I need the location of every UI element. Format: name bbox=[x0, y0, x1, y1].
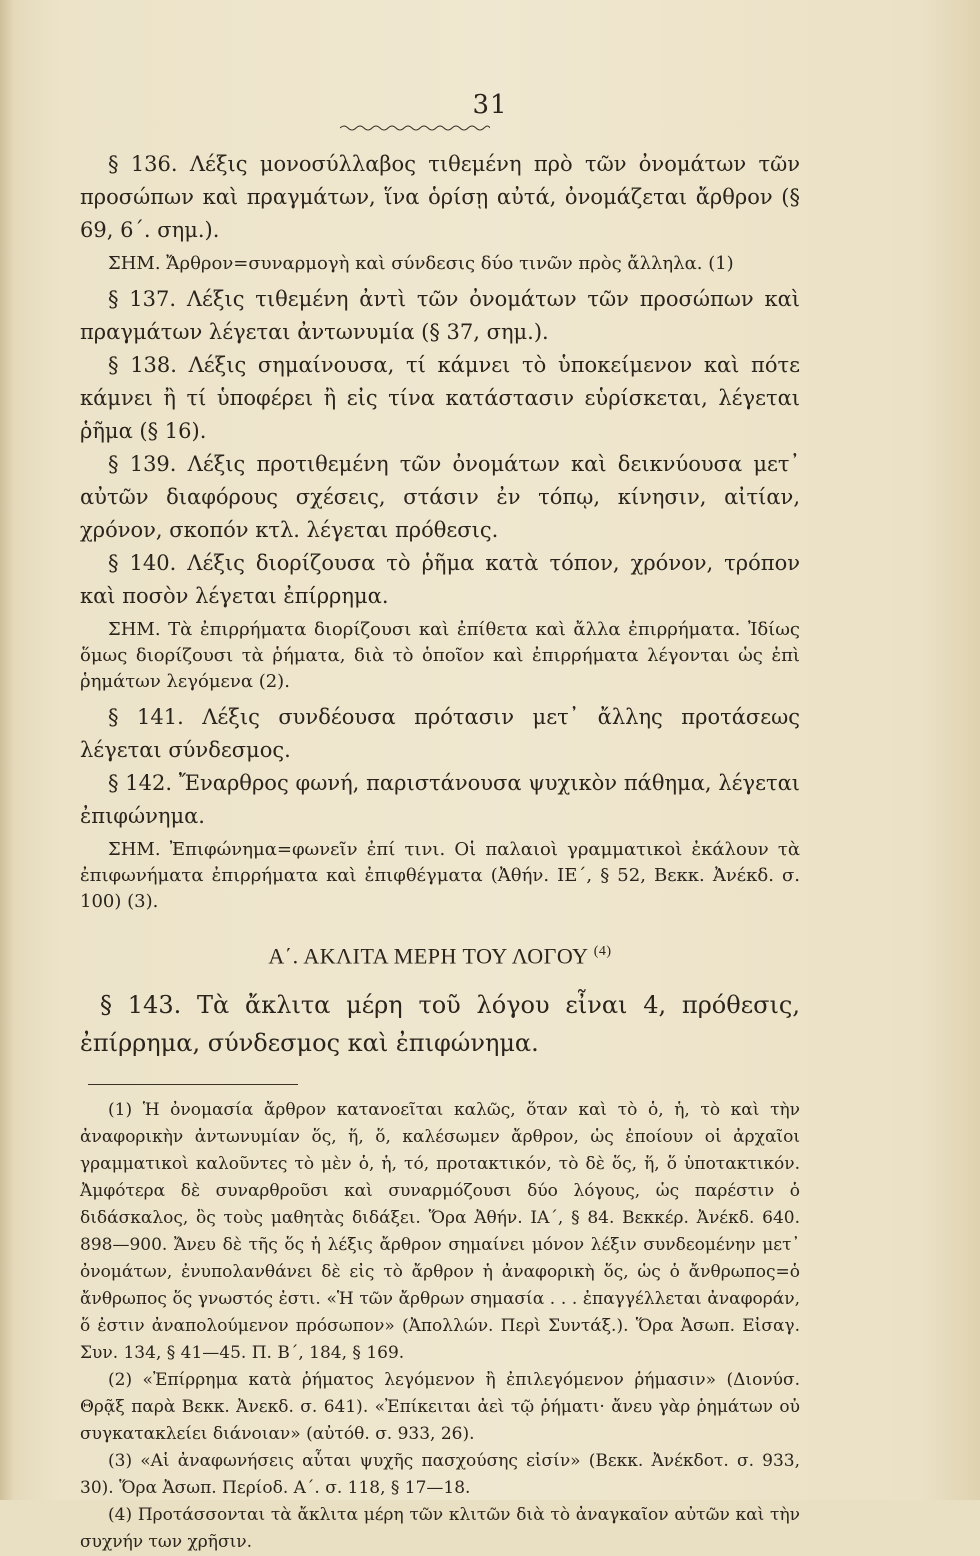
paragraph-142: § 142. Ἔναρθρος φωνή, παριστάνουσα ψυχικὸν πάθημα, λέγεται ἐπιφώνημα. bbox=[80, 771, 800, 828]
section-title-note-ref: (4) bbox=[593, 944, 612, 959]
page-number: 31 bbox=[472, 90, 508, 120]
main-text bbox=[80, 148, 800, 1556]
ornament-divider bbox=[340, 124, 490, 132]
note-136: ΣΗΜ. Ἄρθρον=συναρμογὴ καὶ σύνδεσις δύο τινῶν πρὸς ἄλληλα. (1) bbox=[108, 253, 734, 274]
paragraph-143: § 143. Τὰ ἄκλιτα μέρη τοῦ λόγου εἶναι 4, πρόθεσις, ἐπίρρημα, σύνδεσμος καὶ ἐπιφώνημα. bbox=[80, 991, 800, 1058]
paragraph-137: § 137. Λέξις τιθεμένη ἀντὶ τῶν ὀνομάτων τῶν προσώπων καὶ πραγμάτων λέγεται ἀντωνυμία (§ 37, σημ.). bbox=[80, 287, 800, 344]
footnote-4: (4) Προτάσσονται τὰ ἄκλιτα μέρη τῶν κλιτῶν διὰ τὸ ἀναγκαῖον αὐτῶν καὶ τὴν συχνήν των χρῆσιν. bbox=[80, 1505, 800, 1553]
paragraph-140: § 140. Λέξις διορίζουσα τὸ ῥῆμα κατὰ τόπον, χρόνον, τρόπον καὶ ποσὸν λέγεται ἐπίρρημα. bbox=[80, 551, 800, 608]
footnote-2: (2) «Ἐπίρρημα κατὰ ῥήματος λεγόμενον ἢ ἐπιλεγόμενον ῥήμασιν» (Διονύσ. Θρᾷξ παρὰ Βεκκ. Ἀνεκδ. σ. 641). «Ἐπίκειται ἀεὶ τῷ ῥήματι· ἄνευ γὰρ ῥημάτων οὐ συγκατακλείει διάνοιαν» (αὐτόθ. σ. 933, 26). bbox=[80, 1370, 800, 1445]
note-142: ΣΗΜ. Ἐπιφώνημα=φωνεῖν ἐπί τινι. Οἱ παλαιοὶ γραμματικοὶ ἐκάλουν τὰ ἐπιφωνήματα ἐπιρρήματα καὶ ἐπιφθέγματα (Ἀθήν. ΙΕ΄, § 52, Βεκκ. Ἀνέκδ. σ. 100) (3). bbox=[80, 839, 800, 912]
footnote-rule bbox=[88, 1084, 298, 1085]
footnote-3: (3) «Αἱ ἀναφωνήσεις αὗται ψυχῆς πασχούσης εἰσίν» (Βεκκ. Ἀνέκδοτ. σ. 933, 30). Ὅρα Ἀσωπ. Περίοδ. Α΄. σ. 118, § 17—18. bbox=[80, 1451, 800, 1499]
paragraph-136: § 136. Λέξις μονοσύλλαβος τιθεμένη πρὸ τῶν ὀνομάτων τῶν προσώπων καὶ πραγμάτων, ἵνα ὁρίσῃ αὐτά, ὀνομάζεται ἄρθρον (§ 69, 6΄. σημ.). bbox=[80, 152, 800, 242]
paragraph-138: § 138. Λέξις σημαίνουσα, τί κάμνει τὸ ὑποκείμενον καὶ πότε κάμνει ἢ τί ὑποφέρει ἢ εἰς τίνα κατάστασιν εὑρίσκεται, λέγεται ῥῆμα (§ 16). bbox=[80, 353, 800, 443]
page-edge-shadow bbox=[0, 0, 14, 1500]
footnote-1: (1) Ἡ ὀνομασία ἄρθρον κατανοεῖται καλῶς, ὅταν καὶ τὸ ὁ, ἡ, τὸ καὶ τὴν ἀναφορικὴν ἀντωνυμίαν ὅς, ἥ, ὅ, καλέσωμεν ἄρθρον, ὡς ἐποίουν οἱ ἀρχαῖοι γραμματικοὶ καλοῦντες τὸ μὲν ὁ, ἡ, τό, προτακτικόν, τὸ δὲ ὅς, ἥ, ὅ ὑποτακτικόν. Ἀμφότερα δὲ συναρθροῦσι καὶ συναρμόζουσι δύο λόγους, ὡς παρέστιν ὁ διδάσκαλος, ὃς τοὺς μαθητὰς διδάξει. Ὅρα Ἀθήν. ΙΑ΄, § 84. Βεκκέρ. Ἀνέκδ. 640. 898—900. Ἄνευ δὲ τῆς ὅς ἡ λέξις ἄρθρον σημαίνει μόνον λέξιν συνδεομένην μετ᾽ ὀνομάτων, ἐνυπολανθάνει δὲ εἰς τὸ ἄρθρον ἡ ἀναφορικὴ ὅς, ὡς ὁ ἄνθρωπος=ὁ ἄνθρωπος ὅς γνωστός ἐστι. «Ἡ τῶν ἄρθρων σημασία . . . ἐπαγγέλλεται ἀναφοράν, ὅ ἐστιν ἀναπολούμενον πρόσωπον» (Ἀπολλών. Περὶ Συντάξ.). Ὅρα Ἀσωπ. Εἰσαγ. Συν. 134, § 41—45. Π. Β΄, 184, § 169. bbox=[80, 1100, 800, 1364]
paragraph-141: § 141. Λέξις συνδέουσα πρότασιν μετ᾽ ἄλλης προτάσεως λέγεται σύνδεσμος. bbox=[80, 705, 800, 762]
section-title bbox=[80, 935, 800, 972]
section-title-text: Α΄. ΑΚΛΙΤΑ ΜΕΡΗ ΤΟΥ ΛΟΓΟΥ bbox=[268, 943, 588, 969]
paragraph-139: § 139. Λέξις προτιθεμένη τῶν ὀνομάτων καὶ δεικνύουσα μετ᾽ αὐτῶν διαφόρους σχέσεις, στάσιν ἐν τόπῳ, κίνησιν, αἰτίαν, χρόνον, σκοπόν κτλ. λέγεται πρόθεσις. bbox=[80, 452, 800, 542]
note-140: ΣΗΜ. Τὰ ἐπιρρήματα διορίζουσι καὶ ἐπίθετα καὶ ἄλλα ἐπιρρήματα. Ἰδίως ὅμως διορίζουσι τὰ ῥήματα, διὰ τὸ ὁποῖον καὶ ἐπιρρήματα λέγονται ὡς ἐπὶ ῥημάτων λεγόμενα (2). bbox=[80, 619, 800, 692]
